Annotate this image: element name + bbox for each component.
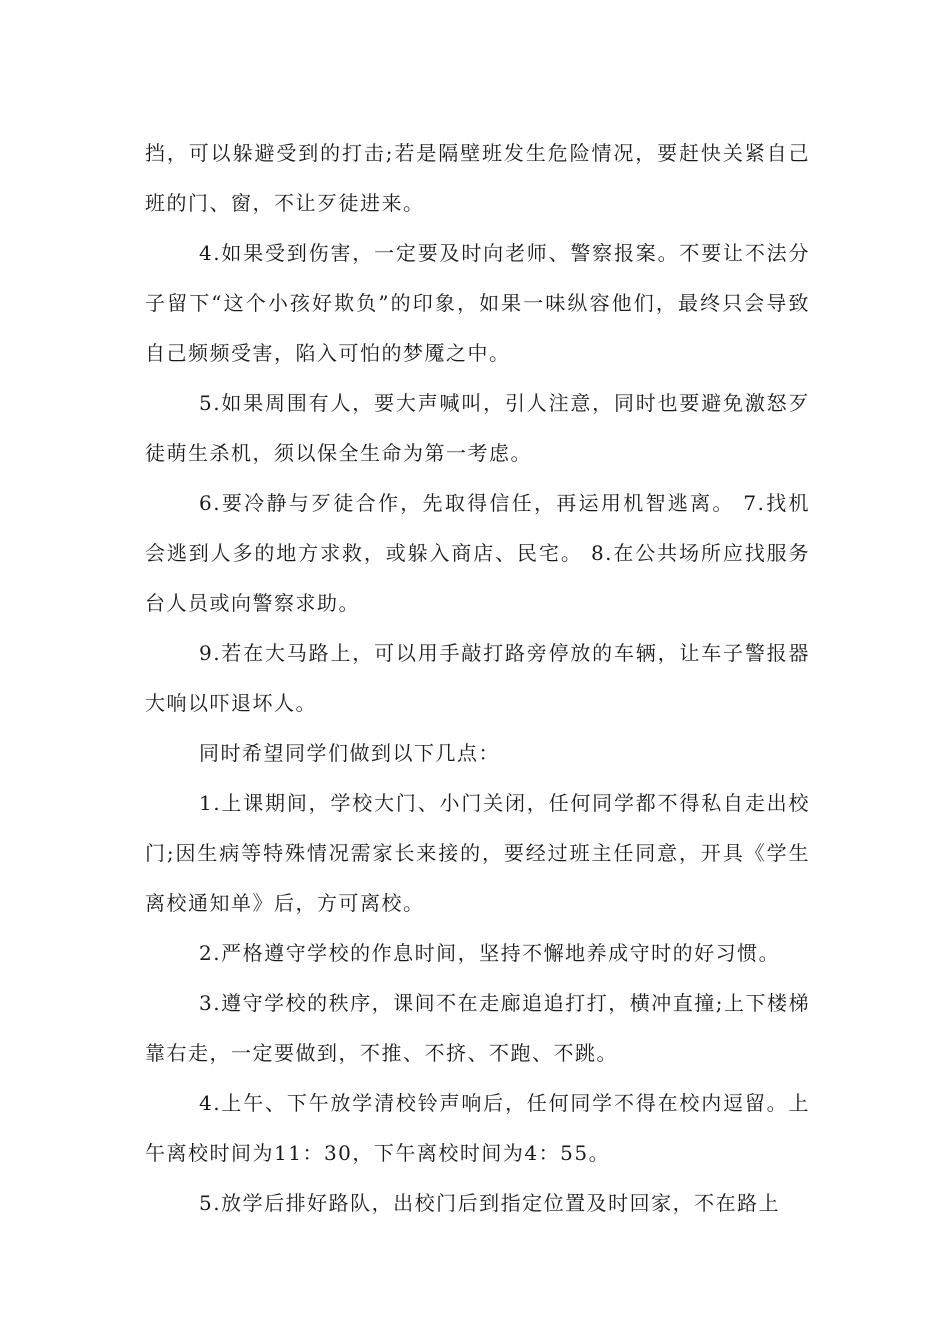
paragraph-rule-3: 3.遵守学校的秩序，课间不在走廊追追打打，横冲直撞;上下楼梯靠右走，一定要做到，不推、不挤、不跑、不跳。 xyxy=(145,991,810,1065)
paragraph-rule-1: 1.上课期间，学校大门、小门关闭，任何同学都不得私自走出校门;因生病等特殊情况需家长来接的，要经过班主任同意，开具《学生离校通知单》后，方可离校。 xyxy=(145,791,810,915)
paragraph-items-6-8: 6.要冷静与歹徒合作，先取得信任，再运用机智逃离。 7.找机会逃到人多的地方求救，或躲入商店、民宅。 8.在公共场所应找服务台人员或向警察求助。 xyxy=(145,491,810,615)
paragraph-rule-2: 2.严格遵守学校的作息时间，坚持不懈地养成守时的好习惯。 xyxy=(199,941,781,965)
paragraph-intro: 同时希望同学们做到以下几点： xyxy=(199,741,500,765)
paragraph-item-5: 5.如果周围有人，要大声喊叫，引人注意，同时也要避免激怒歹徒萌生杀机，须以保全生命为第一考虑。 xyxy=(145,391,810,465)
document-body xyxy=(145,128,810,1228)
paragraph-item-9: 9.若在大马路上，可以用手敲打路旁停放的车辆，让车子警报器大响以吓退坏人。 xyxy=(145,641,810,715)
paragraph-rule-5: 5.放学后排好路队，出校门后到指定位置及时回家，不在路上 xyxy=(199,1191,781,1215)
paragraph-continuation: 挡，可以躲避受到的打击;若是隔壁班发生危险情况，要赶快关紧自己班的门、窗，不让歹徒进来。 xyxy=(145,141,810,215)
paragraph-rule-4: 4.上午、下午放学清校铃声响后，任何同学不得在校内逗留。上午离校时间为11：30，下午离校时间为4：55。 xyxy=(145,1091,810,1165)
paragraph-item-4: 4.如果受到伤害，一定要及时向老师、警察报案。不要让不法分子留下“这个小孩好欺负”的印象，如果一味纵容他们，最终只会导致自己频频受害，陷入可怕的梦魇之中。 xyxy=(145,241,810,365)
